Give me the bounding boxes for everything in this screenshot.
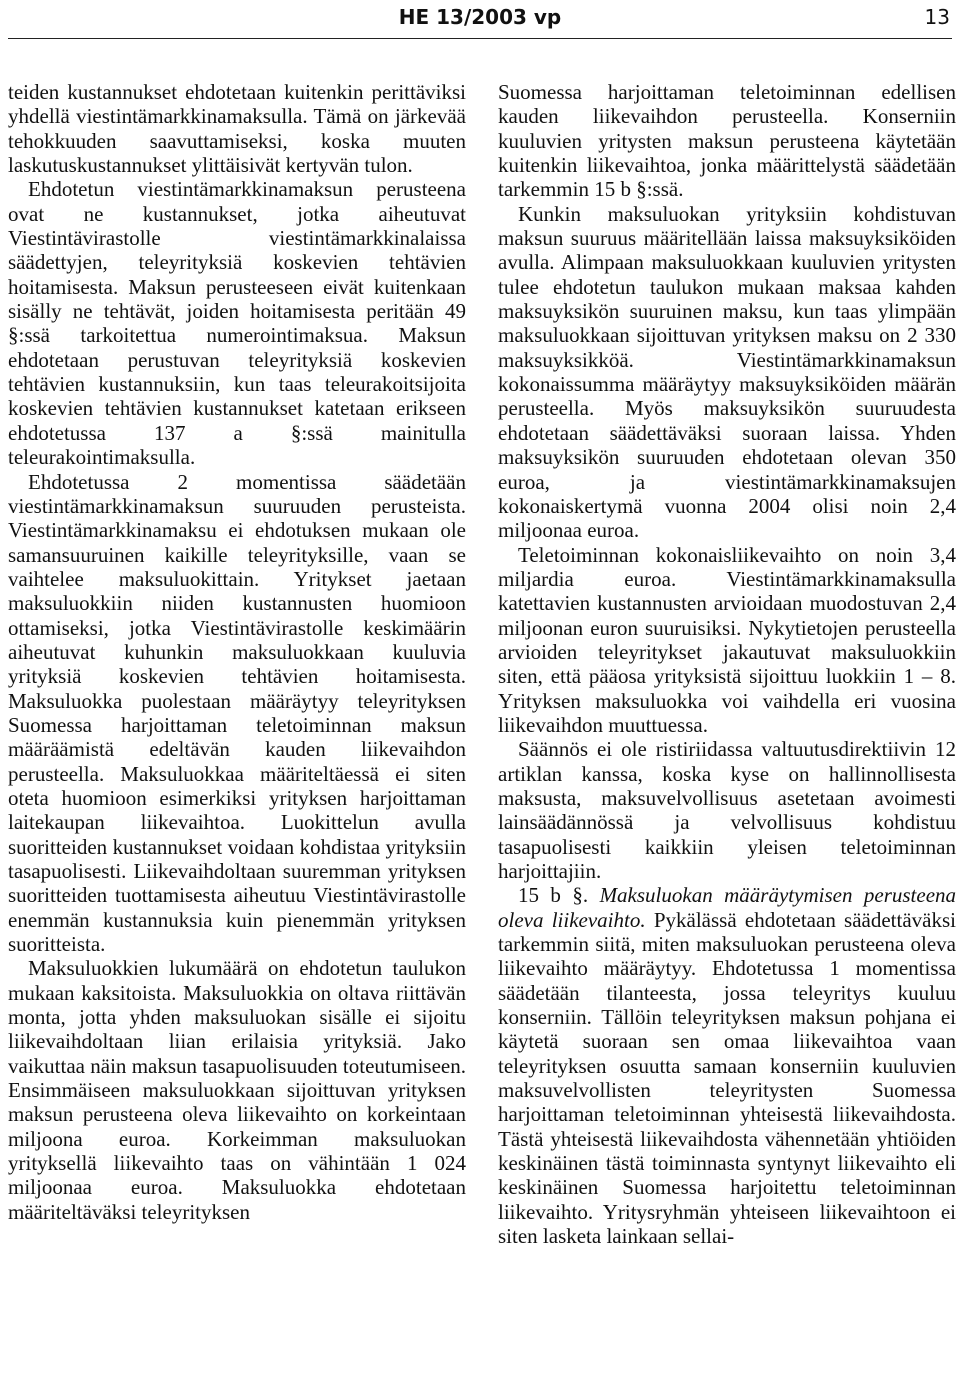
paragraph: Ehdotetussa 2 momentissa säädetään viestintämarkkinamaksun suuruuden perusteista. Viestintämarkkinamaksu ei ehdotuksen mukaan ole samansuuruinen kaikille teleyrityksille, vaan se vaihtelee maksuluokittain. Yritykset jaetaan maksuluokkiin niiden kustannusten huomioon ottamiseksi, jotka Viestintävirastolle keskimäärin aiheutuvat kuhunkin maksuluokkaan kuuluvia yrityksiä koskevien tehtävien hoitamisesta. Maksuluokka puolestaan määräytyy teleyrityksen Suomessa harjoittaman teletoiminnan maksun määräämistä edeltävän kauden liikevaihdon perusteella. Maksuluokkaa määriteltäessä ei siten oteta huomioon esimerkiksi yrityksen harjoittaman laitekaupan liikevaihtoa. Luokittelun avulla suoritteiden kustannukset voidaan kohdistaa yrityksiin tasapuolisesti. Liikevaihdoltaan suuremman yrityksen suoritteiden tuottamisesta aiheutuu Viestintävirastolle enemmän kustannuksia kuin pienemmän yrityksen suoritteista. (8, 469, 466, 957)
page-number: 13 (924, 5, 950, 29)
left-column (8, 80, 466, 1224)
section-paragraph (498, 883, 956, 1248)
right-column (498, 80, 956, 1249)
paragraph: Säännös ei ole ristiriidassa valtuutusdirektiivin 12 artiklan kanssa, koska kyse on hallinnollisesta maksusta, maksuvelvollisuus asetetaan avoimesti lainsäädännössä ja velvollisuus kohdistuu tasapuolisesti kaikkiin yleisen teletoiminnan harjoittajiin. (498, 737, 956, 883)
paragraph: Suomessa harjoittaman teletoiminnan edellisen kauden liikevaihdon perusteella. Konserniin kuuluvien yritysten maksun perusteena käytetään kuitenkin liikevaihtoa, jonka määrittelystä säädetään tarkemmin 15 b §:ssä. (498, 80, 956, 202)
page-header (8, 4, 952, 39)
section-number: 15 b §. (518, 883, 589, 908)
section-title: Maksuluokan määräytymisen perusteena oleva liikevaihto. (498, 883, 957, 932)
section-body: Pykälässä ehdotetaan säädettäväksi tarkemmin siitä, miten maksuluokan perusteena oleva liikevaihto määräytyy. Ehdotetussa 1 momentissa säädetään tilanteesta, jossa teleyritys kuuluu konserniin. Tällöin teleyrityksen maksun pohjana ei käytetä suoraan sen omaa liikevaihtoa vaan teleyrityksen osuutta samaan konserniin kuuluvien maksuvelvollisten teleyritysten Suomessa harjoittaman teletoiminnan yhteisestä liikevaihdosta. Tästä yhteisestä liikevaihdosta vähennetään yhtiöiden keskinäinen tästä toiminnasta syntynyt liikevaihto eli keskinäinen Suomessa harjoitettu teletoiminnan liikevaihto. Yritysryhmän yhteiseen liikevaihtoon ei siten lasketa lainkaan sellai- (498, 907, 956, 1249)
paragraph: Teletoiminnan kokonaisliikevaihto on noin 3,4 miljardia euroa. Viestintämarkkinamaksulla katettavien kustannusten arvioidaan muodostuvan 2,4 miljoonan euron suuruisiksi. Nykytietojen perusteella arvioiden teleyritykset jakautuvat maksuluokkiin siten, että pääosa yrityksistä sijoittuu luokkiin 1 – 8. Yrityksen maksuluokka voi vaihdella eri vuosina liikevaihdon muuttuessa. (498, 542, 956, 737)
paragraph: teiden kustannukset ehdotetaan kuitenkin perittäviksi yhdellä viestintämarkkinamaksulla. Tämä on järkevää tehokkuuden saavuttamiseksi, koska muuten laskutuskustannukset ylittäisivät kertyvän tulon. (8, 80, 466, 178)
document-id: HE 13/2003 vp (398, 5, 562, 29)
paragraph: Ehdotetun viestintämarkkinamaksun perusteena ovat ne kustannukset, jotka aiheutuvat Viestintävirastolle viestintämarkkinalaissa säädettyjen, teleyrityksiä koskevien tehtävien hoitamisesta. Maksun perusteeseen eivät kuitenkaan sisälly ne tehtävät, joiden hoitamisesta peritään 49 §:ssä tarkoitettua numerointimaksua. Maksun ehdotetaan perustuvan teleyrityksiä koskevien tehtävien kustannuksiin, kun taas teleurakoitsijoita koskevien tehtävien kustannukset katetaan erikseen ehdotetussa 137 a §:ssä mainitulla teleurakointimaksulla. (8, 177, 466, 470)
paragraph: Maksuluokkien lukumäärä on ehdotetun taulukon mukaan kaksitoista. Maksuluokkia on oltava riittävän monta, jotta yhden maksuluokan sisälle ei sijoitu liikevaihdoltaan liian erilaisia yrityksiä. Jako vaikuttaa näin maksun tasapuolisuuden toteutumiseen. Ensimmäiseen maksuluokkaan sijoittuvan yrityksen maksun perusteena oleva liikevaihto on korkeintaan miljoona euroa. Korkeimman maksuluokan yrityksellä liikevaihto taas on vähintään 1 024 miljoonaa euroa. Maksuluokka ehdotetaan määriteltäväksi teleyrityksen (8, 956, 466, 1224)
paragraph: Kunkin maksuluokan yrityksiin kohdistuvan maksun suuruus määritellään laissa maksuyksiköiden avulla. Alimpaan maksuluokkaan kuuluvien yritysten tulee ehdotetun taulukon mukaan maksaa kahden maksuyksikön suuruinen maksu, kun taas ylimpään maksuluokkaan sijoittuvan yrityksen maksu on 2 330 maksuyksikköä. Viestintämarkkinamaksun kokonaissumma määräytyy maksuyksiköiden määrän perusteella. Myös maksuyksikön suuruudesta ehdotetaan säädettäväksi suoraan laissa. Yhden maksuyksikön suuruuden ehdotetaan olevan 350 euroa, ja viestintämarkkinamaksujen kokonaiskertymä vuonna 2004 olisi noin 2,4 miljoonaa euroa. (498, 201, 956, 543)
